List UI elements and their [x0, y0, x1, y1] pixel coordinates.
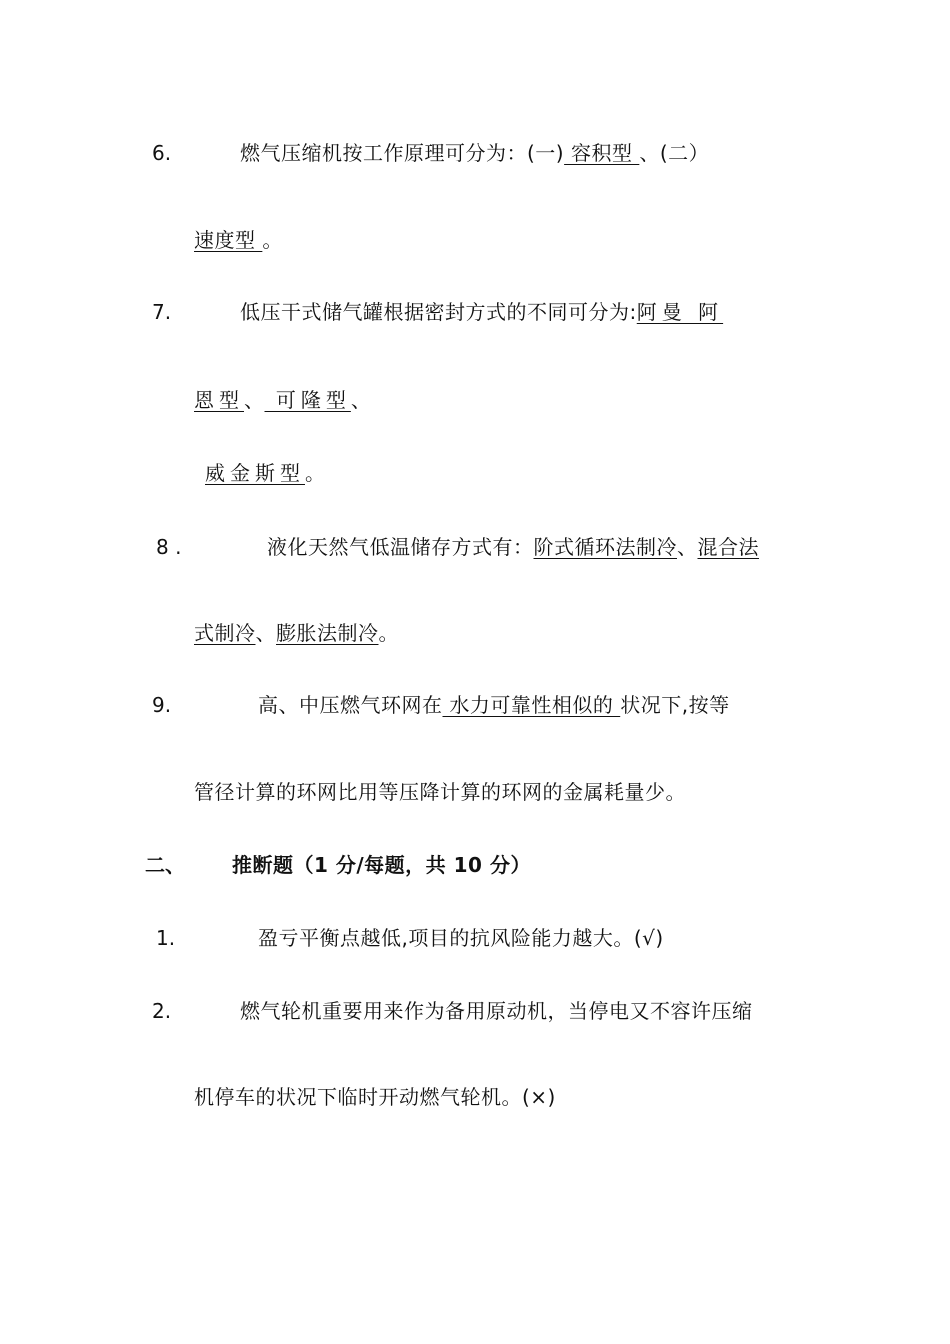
q9-text-3: 管径计算的环网比用等压降计算的环网的金属耗量少。: [194, 780, 686, 804]
q7-line-3: [205, 460, 326, 486]
q7-number: 7.: [152, 300, 172, 324]
q9-line-1: [258, 692, 730, 718]
q9-text-2: 状况下,按等: [620, 693, 730, 717]
q8-blank-1: 阶式循环法制冷: [533, 535, 677, 559]
q7-blank-1a: 阿曼 阿: [636, 300, 724, 324]
q7-blank-2: 可隆型: [264, 388, 351, 412]
q8-sep-1: 、: [677, 535, 698, 559]
q8-sep-2: 、: [255, 621, 276, 645]
q6-number: 6.: [152, 141, 172, 165]
q7-blank-1b: 恩型: [194, 388, 244, 412]
q7-end: 。: [305, 461, 326, 485]
q6-line-2: [194, 227, 283, 253]
q6-blank-1: 容积型: [564, 141, 640, 165]
q8-line-2: [194, 620, 399, 646]
q6-mid: 、(二）: [639, 141, 710, 165]
q7-blank-3: 威金斯型: [205, 461, 305, 485]
q7-text: 低压干式储气罐根据密封方式的不同可分为:: [240, 300, 637, 324]
q9-blank: 水力可靠性相似的: [442, 693, 621, 717]
q9-number: 9.: [152, 693, 172, 717]
q8-line-1: [267, 534, 759, 560]
q6-text: 燃气压缩机按工作原理可分为：(一): [240, 141, 565, 165]
j2-number: 2.: [152, 999, 172, 1023]
q7-sep-2: 、: [350, 388, 372, 412]
q7-sep-1: 、: [244, 388, 265, 412]
q8-blank-2a: 混合法: [697, 535, 759, 559]
q9-text-1: 高、中压燃气环网在: [258, 693, 443, 717]
j1-number: 1.: [156, 926, 176, 950]
q6-line-1: [240, 140, 709, 166]
q7-line-1: [240, 299, 723, 325]
j1-text: 盈亏平衡点越低,项目的抗风险能力越大。(√): [258, 926, 664, 950]
q6-blank-2: 速度型: [194, 228, 263, 252]
section-2-number: 二、: [145, 853, 185, 877]
q8-text: 液化天然气低温储存方式有：: [267, 535, 534, 559]
q7-line-2: [194, 387, 371, 413]
q8-blank-3: 膨胀法制冷: [276, 621, 379, 645]
q8-blank-2b: 式制冷: [194, 621, 256, 645]
q6-end: 。: [262, 228, 283, 252]
j2-line-2: 机停车的状况下临时开动燃气轮机。(×): [194, 1085, 556, 1109]
q8-end: 。: [378, 621, 399, 645]
j2-line-1: 燃气轮机重要用来作为备用原动机，当停电又不容许压缩: [240, 999, 753, 1023]
q9-line-2: [194, 779, 686, 805]
section-2-title: 推断题（1 分/每题，共 10 分）: [232, 853, 531, 877]
q8-number: 8 .: [156, 535, 182, 559]
